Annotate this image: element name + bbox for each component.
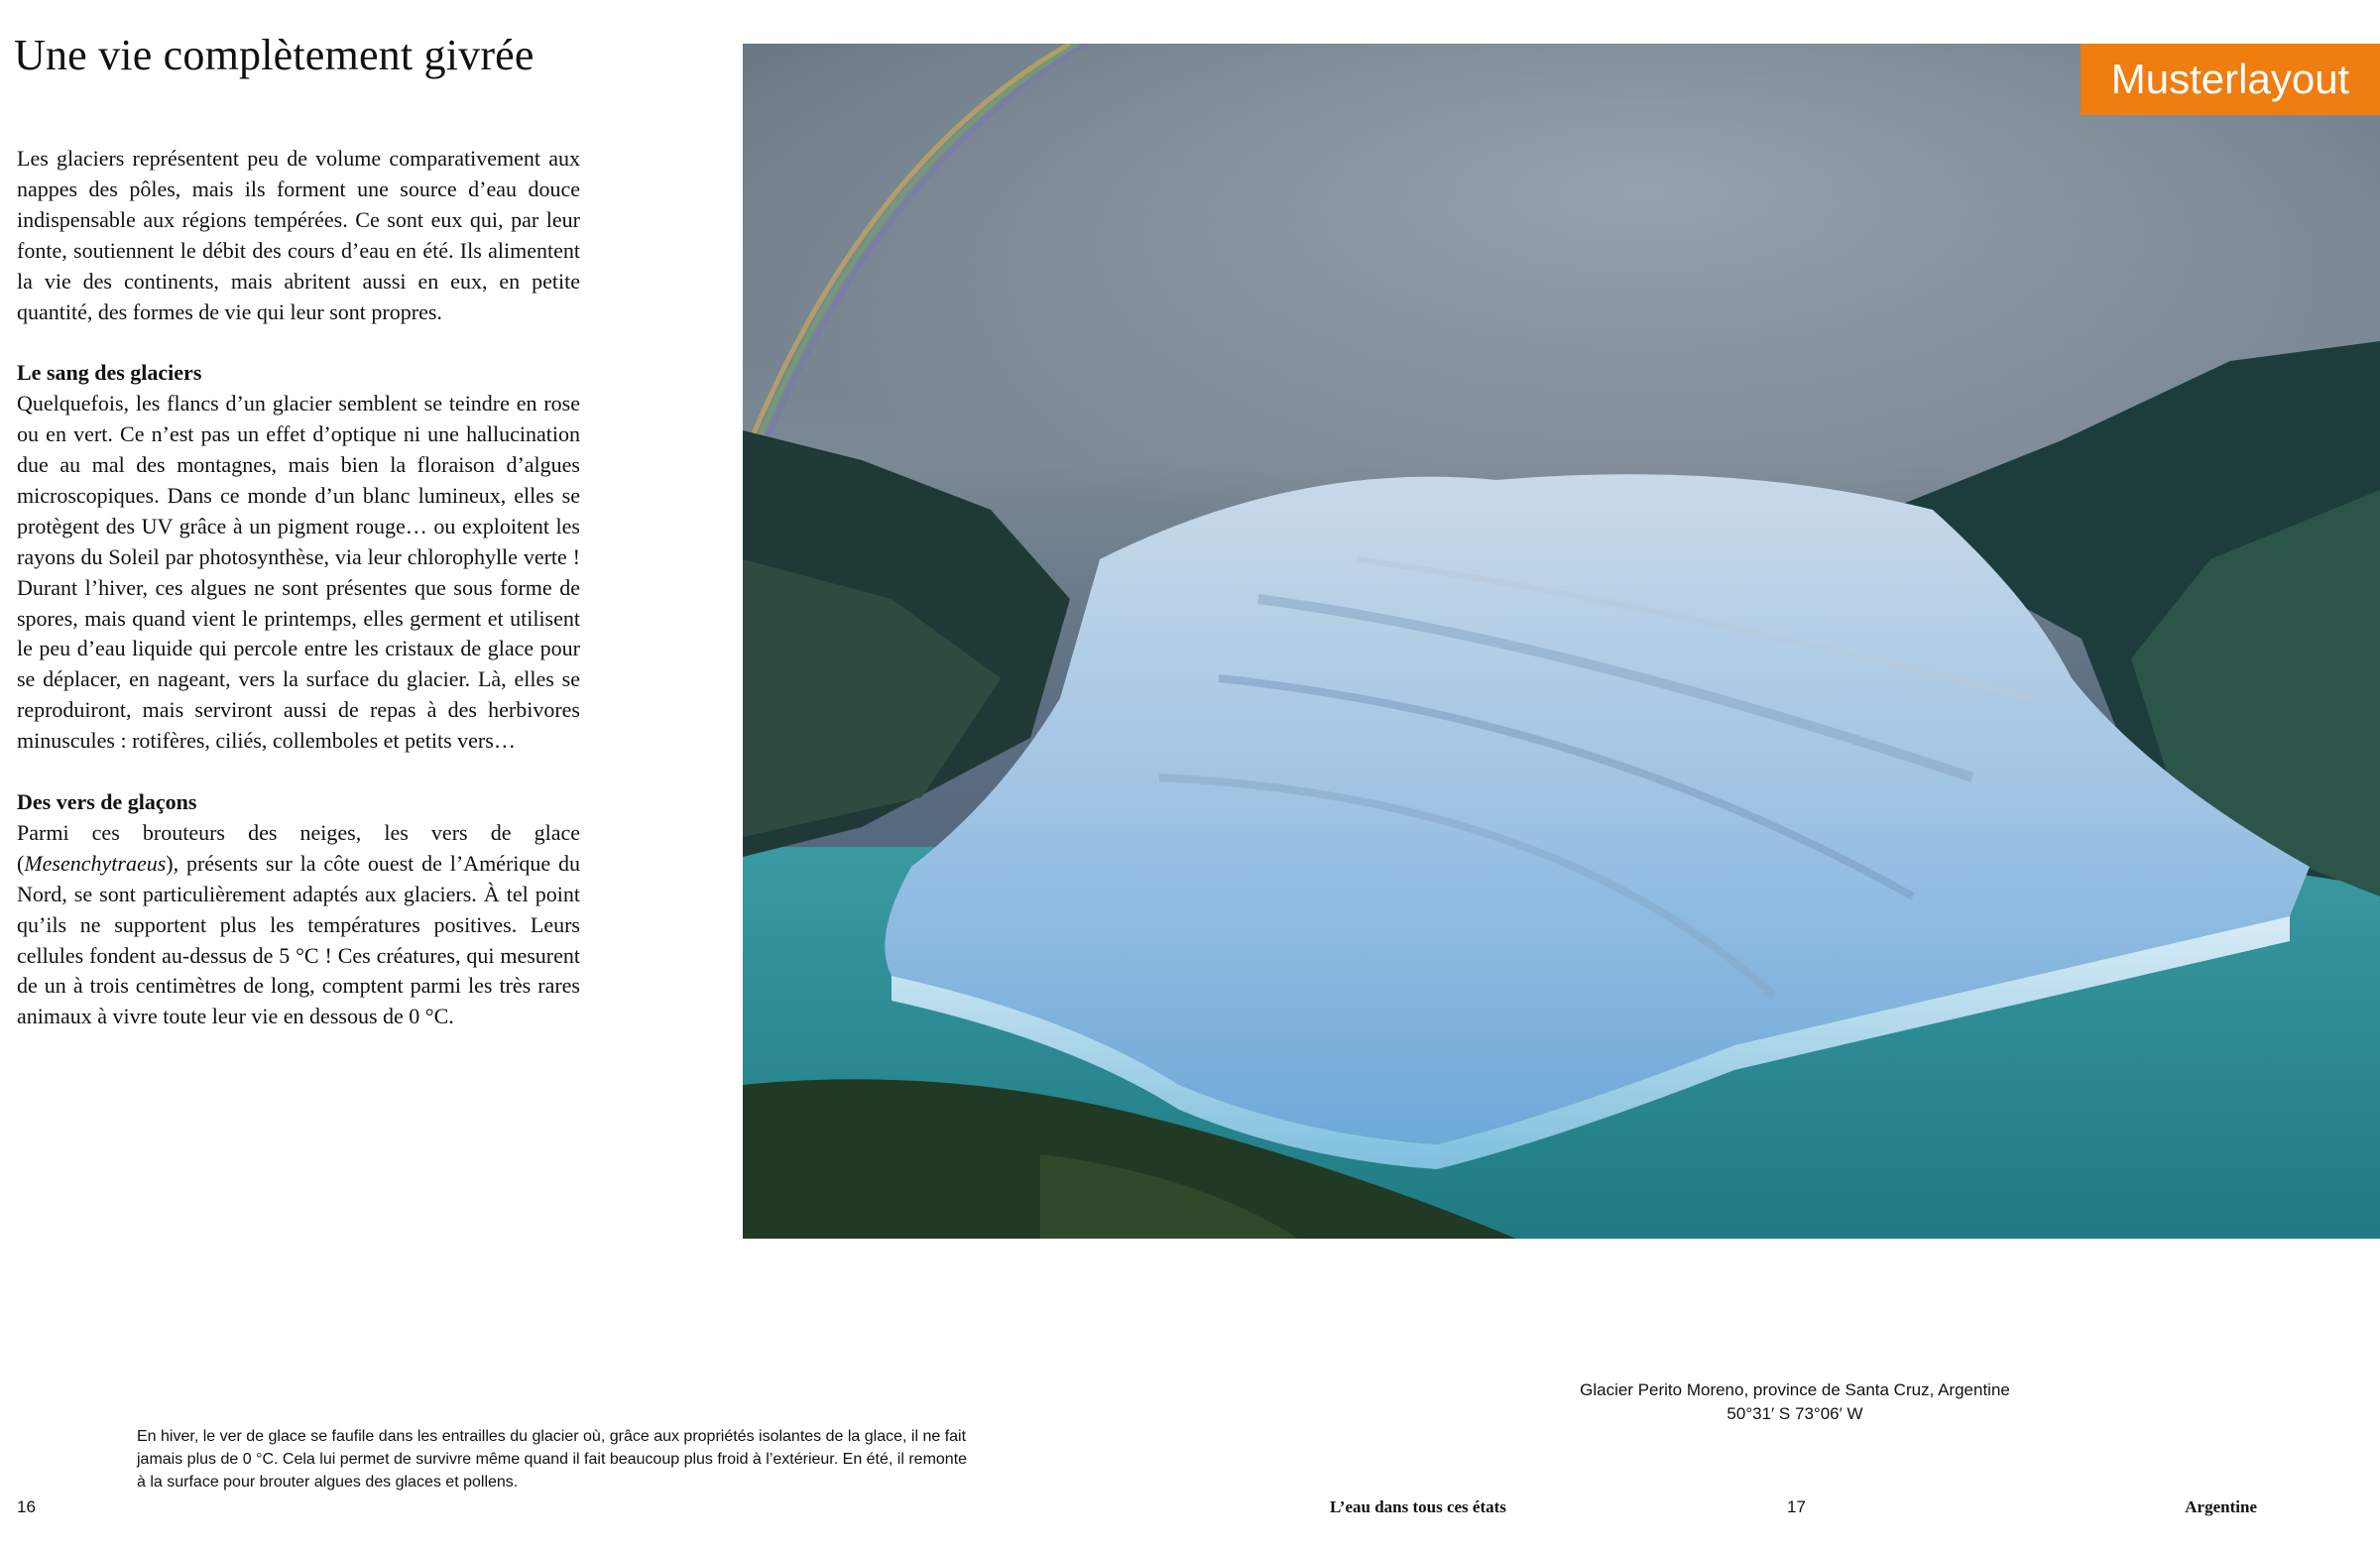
side-caption: En hiver, le ver de glace se faufile dans les entrailles du glacier où, grâce aux propriétés isolantes de la glace, il ne fait jamais plus de 0 °C. Cela lui permet de survivre même quand il fait beaucoup plus froid à l’extérieur. En été, il remonte à la surface pour brouter algues des glaces et pollens. — [137, 1428, 968, 1491]
photo-caption-location: Glacier Perito Moreno, province de Santa Cruz, Argentine — [1580, 1380, 2010, 1399]
page-title: Une vie complètement givrée — [14, 31, 535, 79]
species-name: Mesenchytraeus — [24, 850, 167, 876]
musterlayout-badge: Musterlayout — [2081, 44, 2380, 115]
photo-caption — [1547, 1378, 2043, 1426]
glacier-photo — [743, 44, 2380, 1239]
section-body-vers-part2: ), présents sur la côte ouest de l’Amérique du Nord, se sont particulièrement adaptés aux glaciers. À tel point qu’ils ne supportent plus les températures positives. Leurs cellules fondent au-dessus de 5 °C ! Ces créatures, qui mesurent de un à trois centimètres de long, comptent parmi les très rares animaux à vivre toute leur vie en dessous de 0 °C. — [17, 850, 580, 1029]
glacier-illustration — [743, 44, 2380, 1239]
section-body-vers-part1: Parmi ces brouteurs des neiges, les vers de glace ( — [17, 819, 580, 876]
page-number-left: 16 — [17, 1497, 36, 1516]
section-heading-sang: Le sang des glaciers — [17, 360, 202, 386]
article-body — [17, 144, 580, 1063]
section-body-vers — [17, 818, 580, 1032]
photo-caption-coordinates: 50°31′ S 73°06′ W — [1726, 1404, 1863, 1423]
intro-paragraph: Les glaciers représentent peu de volume comparativement aux nappes des pôles, mais ils forment une source d’eau douce indispensable aux régions tempérées. Ce sont eux qui, par leur fonte, soutiennent le débit des cours d’eau en été. Ils alimentent la vie des continents, mais abritent aussi en eux, en petite quantité, des formes de vie qui leur sont propres. — [17, 146, 580, 324]
section-heading-vers: Des vers de glaçons — [17, 789, 197, 814]
page-number-right: 17 — [1787, 1497, 1806, 1516]
section-body-sang: Quelquefois, les flancs d’un glacier semblent se teindre en rose ou en vert. Ce n’est pas un effet d’optique ni une hallucination due au mal des montagnes, mais bien la floraison d’algues microscopiques. Dans ce monde d’un blanc lumineux, elles se protègent des UV grâce à un pigment rouge… ou exploitent les rayons du Soleil par photosynthèse, via leur chlorophylle verte ! Durant l’hiver, ces algues ne sont présentes que sous forme de spores, mais quand vient le printemps, elles germent et utilisent le peu d’eau liquide qui percole entre les cristaux de glace pour se déplacer, en nageant, vers la surface du glacier. Là, elles se reproduiront, mais serviront aussi de repas à des herbivores minuscules : rotifères, ciliés, collemboles et petits vers… — [17, 391, 580, 754]
running-title-left: L’eau dans tous ces états — [1330, 1497, 1506, 1516]
running-title-right: Argentine — [2185, 1497, 2257, 1516]
